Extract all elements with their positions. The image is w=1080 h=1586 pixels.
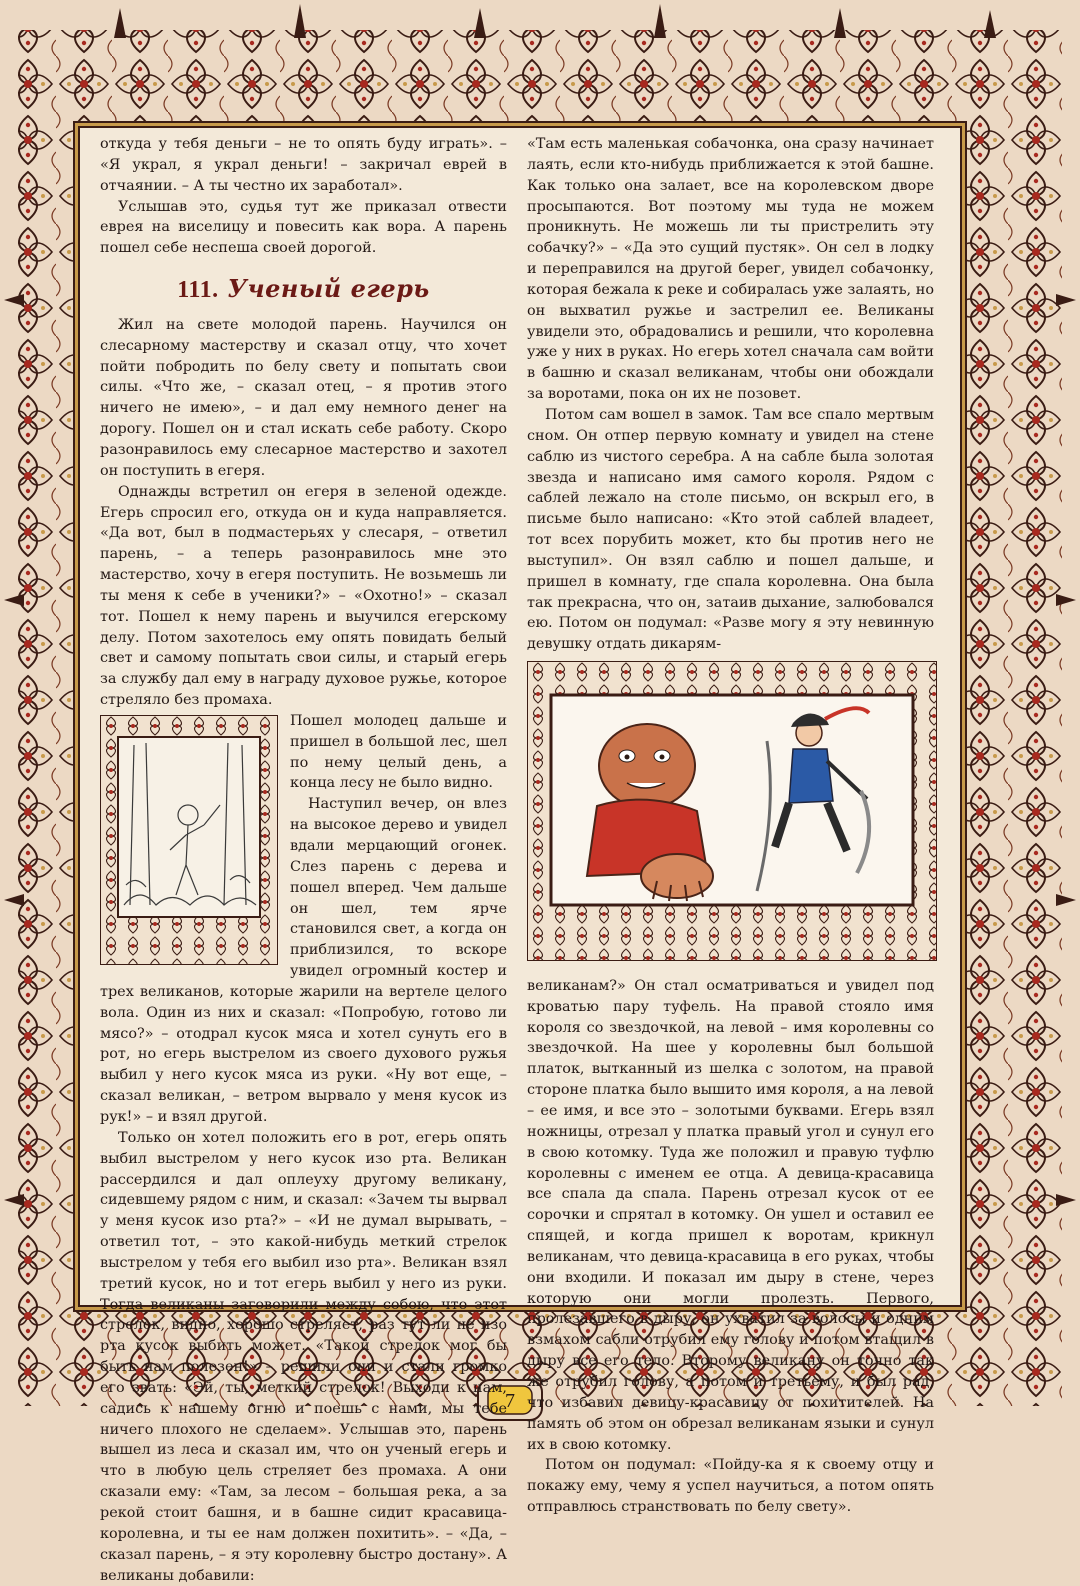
section-title-word: Ученый егерь [227,274,430,304]
paragraph: Потом он подумал: «Пойду-ка я к своему отцу и покажу ему, чему я успел научиться, а потом опять отправлюсь странствовать по белу свету». [527,1457,934,1516]
paragraph: великанам?» Он стал осматриваться и увидел под кроватью пару туфель. На правой стояло имя короля со звездочкой, на левой – имя королевны со звездочкой. На шее у королевны был большой платок, вытканный из шелка с золотом, на правой стороне платка было вышито имя короля, а на левой – ее имя, и все это – золотыми буквами. Егерь взял ножницы, отрезал у платка правый угол и сунул его в свою котомку. Туда же положил и правую туфлю королевны с именем ее отца. А девица-красавица все спала да спала. Парень отрезал кусок от ее сорочки и спрятал в котомку. Он ушел и оставил ее спящей, и когда пришел к воротам, крикнул великанам, что девица-красавица в его руках, чтобы они входили. И показал им дыру в стене, через которую они могли пролезть. Первого, пролезавшего в дыру, он ухватил за волосы и одним взмахом сабли отрубил ему голову и потом втащил в дыру все его тело. Второму великану он точно так же отрубил голову, а потом и третьему, и был рад, что избавил девицу-красавицу от похитителей. На память об этом он обрезал великанам языки и сунул их в свою котомку. [527,977,934,1453]
paragraph: Только он хотел положить его в рот, егерь опять выбил выстрелом у него кусок изо рта. Великан рассердился и дал оплеуху другому великану, сидевшему рядом с ним, и сказал: «Зачем ты вырвал у меня кусок изо рта?» – «И не думал вырывать, – ответил тот, – это какой-нибудь меткий стрелок выстрелом у тебя его выбил изо рта». Великан взял третий кусок, но и тот егерь выбил у него из руки. Тогда великаны заговорили между собою, что этот стрелок, видно, хорошо стреляет, раз тут ли не изо рта кусок выбить может. «Такой стрелок мог бы быть нам полезен!» – решили они и стали громко его звать: «Эй, ты, меткий стрелок! Выходи к нам, садись к нашему огню и поешь с нами, мы тебе ничего плохого не сделаем». Услышав это, парень вышел из леса и сказал им, что он ученый егерь и что в любую цель стреляет без промаха. А они сказали ему: «Там, за лесом – большая река, а за рекой стоит башня, и в башне сидит красавица-королевна, и ты ее нам должен похитить». – «Да, – сказал парень, – я эту королевну быстро достану». А великаны добавили: [100,1129,507,1584]
section-title [100,274,507,304]
paragraph: Наступил вечер, он влез на высокое дерево и увидел вдали мерцающий огонек. Слез парень с дерева и пошел вперед. Чем дальше он шел, тем ярче становился свет, а когда он приблизился, то вскоре увидел огромный костер и трех великанов, которые жарили на вертеле целого вола. Один из них и сказал: «Попробую, готово ли мясо?» – отодрал кусок мяса и хотел сунуть его в рот, но егерь выстрелом из своего духового ружья выбил у него кусок мяса из руки. «Ну вот еще, – сказал великан, – ветром вырвало у меня кусок из рук!» – и взял другой. [100,796,507,1125]
section-title-number: 111. [177,277,219,304]
text-panel [80,128,960,1584]
paragraph: Потом сам вошел в замок. Там все спало мертвым сном. Он отпер первую комнату и увидел на стене саблю из чистого серебра. А на сабле была золотая звезда и написано имя самого короля. Рядом с саблей лежало на столе письмо, он вскрыл его, в письме было написано: «Кто этой саблей владеет, тот всех порубить может, кто бы против него не выступил». Он взял саблю и пошел дальше, и пришел в комнату, где спала королевна. Она была так прекрасна, что он, затаив дыхание, залюбовался ею. Потом он подумал: «Разве могу я эту невинную девушку отдать дикарям- [527,406,934,653]
paragraph: откуда у тебя деньги – не то опять буду играть». – «Я украл, я украл деньги! – закричал еврей в отчаянии. – А ты честно их заработал». [100,136,507,194]
hunter-in-forest-illustration [100,715,278,965]
page-number: 7 [505,1390,515,1412]
left-column [100,134,507,1586]
paragraph: «Там есть маленькая собачонка, она сразу начинает лаять, если кто-нибудь приближается к этой башне. Как только она залает, все на королевском дворе просыпаются. Вот поэтому мы туда не можем проникнуть. Не можешь ли ты пристрелить эту собачку?» – «Да это сущий пустяк». Он сел в лодку и переправился на другой берег, увидел собачонку, которая бежала к реке и собиралась уже залаять, но он выхватил ружье и застрелил ее. Великаны увидели это, обрадовались и решили, что королевна уже у них в руках. Но егерь хотел сначала сам войти в башню и сказал великанам, чтобы они обождали за воротами, пока он их не позовет. [527,136,934,403]
giant-and-hunter-illustration [527,661,937,961]
right-column [527,134,934,1518]
paragraph: Однажды встретил он егеря в зеленой одежде. Егерь спросил его, откуда он и куда направляется. «Да вот, был в подмастерьях у слесаря, – ответил парень, – а теперь разонравилось мне это мастерство, хочу в егеря поступить. Не возьмешь ли ты меня к себе в ученики?» – «Охотно!» – сказал тот. Пошел к нему парень и выучился егерскому делу. Потом захотелось ему опять повидать белый свет и самому попытать свои силы, и старый егерь за службу дал ему в награду духовое ружье, которое стреляло без промаха. [100,483,507,709]
paragraph: Жил на свете молодой парень. Научился он слесарному мастерству и сказал отцу, что хочет пойти побродить по белу свету и попытать свои силы. «Что же, – сказал отец, – я против этого ничего не имею», – и дал ему немного денег на дорогу. Пошел он и стал искать себе работу. Скоро разонравилось ему слесарное мастерство и захотел он поступить в егеря. [100,316,507,479]
paragraph: Услышав это, судья тут же приказал отвести еврея на виселицу и повесить как вора. А парень пошел себе неспеша своей дорогой. [100,198,507,257]
paragraph: Пошел молодец дальше и пришел в большой лес, шел по нему целый день, а конца лесу не было видно. [290,712,507,792]
